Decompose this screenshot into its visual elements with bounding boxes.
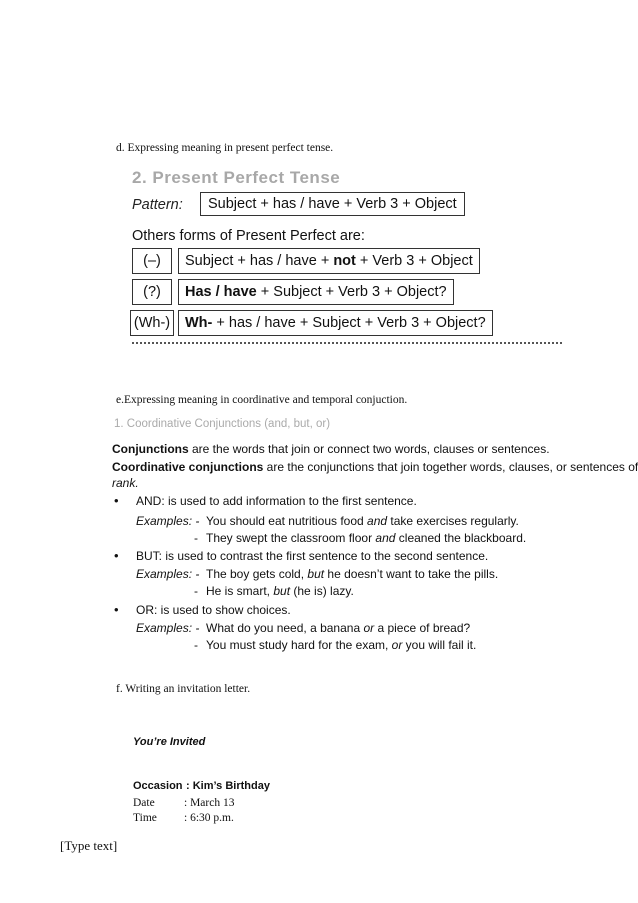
definition-1-rest: are the words that join or connect two words, clauses or sentences. (188, 442, 550, 456)
present-perfect-figure (132, 166, 572, 350)
question-form-box (178, 279, 454, 305)
but-ex1-it: but (307, 567, 325, 581)
but-ex1-pre: The boy gets cold, (206, 567, 308, 581)
and-ex1-post: take exercises regularly. (387, 514, 519, 528)
definition-2-rest: are the conjunctions that join together words, clauses, or sentences of (263, 460, 638, 474)
but-example-2 (206, 584, 354, 598)
but-rule: BUT: is used to contrast the first sentence to the second sentence. (136, 549, 489, 563)
wh-label: (Wh-) (130, 310, 174, 336)
present-perfect-title: 2. Present Perfect Tense (132, 168, 341, 187)
negative-post: + Verb 3 + Object (355, 253, 473, 269)
definition-1 (112, 442, 550, 456)
pattern-label: Pattern: (132, 197, 183, 213)
occasion-value: : Kim’s Birthday (186, 780, 270, 792)
negative-bold: not (333, 253, 356, 269)
but-ex1-post: he doesn’t want to take the pills. (324, 567, 499, 581)
negative-form-box (178, 248, 480, 274)
but-ex2-post: (he is) lazy. (290, 584, 354, 598)
conjunctions-title: 1. Coordinative Conjunctions (and, but, or) (114, 418, 331, 430)
or-rule: OR: is used to show choices. (136, 603, 291, 617)
but-examples-label: Examples: - (136, 567, 200, 581)
and-rule: AND: is used to add information to the first sentence. (136, 494, 417, 508)
or-example-1 (206, 621, 470, 635)
negative-pre: Subject + has / have + (185, 253, 334, 269)
question-label: (?) (132, 279, 172, 305)
and-dash: - (194, 531, 198, 545)
definition-2 (112, 460, 638, 474)
section-e-heading: e.Expressing meaning in coordinative and temporal conjuction. (116, 394, 408, 406)
and-ex1-it: and (367, 514, 388, 528)
or-ex2-pre: You must study hard for the exam, (206, 638, 392, 652)
negative-label: (–) (132, 248, 172, 274)
or-ex2-post: you will fail it. (402, 638, 477, 652)
wh-bold: Wh- (185, 315, 213, 331)
definition-1-bold: Conjunctions (112, 442, 189, 456)
or-ex1-pre: What do you need, a banana (206, 621, 364, 635)
bullet-or: • (114, 602, 119, 617)
cropped-edge (132, 342, 562, 347)
time-value: : 6:30 p.m. (184, 812, 234, 824)
bullet-but: • (114, 548, 119, 563)
or-examples-label: Examples: - (136, 621, 200, 635)
section-d-heading: d. Expressing meaning in present perfect tense. (116, 142, 334, 154)
pattern-box: Subject + has / have + Verb 3 + Object (200, 192, 465, 216)
and-ex2-pre: They swept the classroom floor (206, 531, 376, 545)
and-example-2 (206, 531, 526, 545)
wh-form-box (178, 310, 493, 336)
bullet-and: • (114, 493, 119, 508)
date-label: Date (133, 797, 155, 809)
and-ex2-it: and (375, 531, 396, 545)
time-label: Time (133, 812, 157, 824)
definition-2-bold: Coordinative conjunctions (112, 460, 264, 474)
but-ex2-it: but (273, 584, 291, 598)
invitation-heading: You’re Invited (133, 736, 206, 748)
occasion-label: Occasion (133, 780, 183, 792)
other-forms-label: Others forms of Present Perfect are: (132, 228, 365, 244)
and-example-1 (206, 514, 519, 528)
question-post: + Subject + Verb 3 + Object? (256, 284, 447, 300)
but-example-1 (206, 567, 498, 581)
or-ex2-it: or (391, 638, 403, 652)
and-ex2-post: cleaned the blackboard. (395, 531, 527, 545)
or-ex1-it: or (363, 621, 375, 635)
and-examples-label: Examples: - (136, 514, 200, 528)
wh-post: + has / have + Subject + Verb 3 + Object? (212, 315, 486, 331)
or-example-2 (206, 638, 476, 652)
question-bold: Has / have (185, 284, 257, 300)
and-ex1-pre: You should eat nutritious food (206, 514, 368, 528)
footer-placeholder[interactable]: [Type text] (60, 838, 118, 853)
conjunctions-figure (112, 414, 638, 654)
but-dash: - (194, 584, 198, 598)
or-ex1-post: a piece of bread? (374, 621, 471, 635)
date-value: : March 13 (184, 797, 235, 809)
or-dash: - (194, 638, 198, 652)
section-f-heading: f. Writing an invitation letter. (116, 683, 251, 695)
but-ex2-pre: He is smart, (206, 584, 274, 598)
definition-2-tail: rank. (112, 476, 139, 490)
